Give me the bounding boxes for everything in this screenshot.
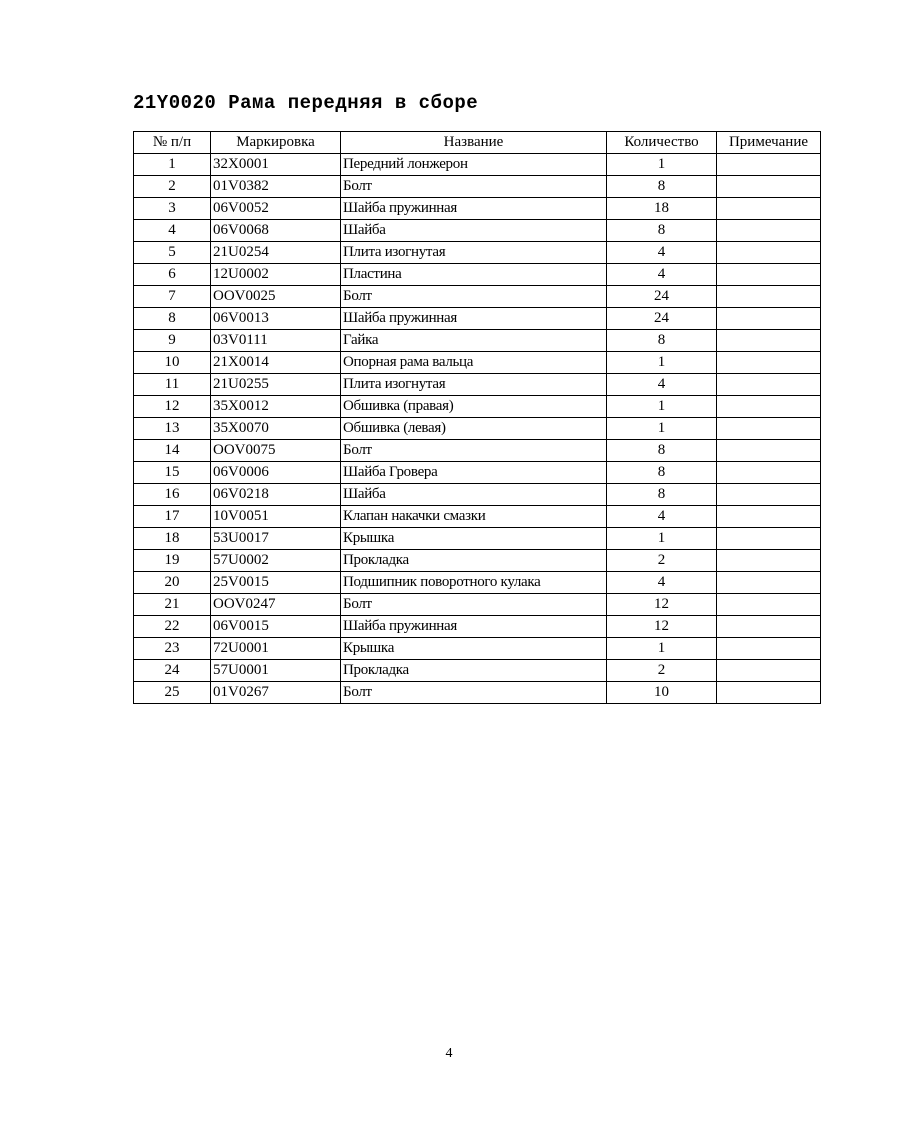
row-number-cell: 9 xyxy=(134,330,211,352)
note-cell xyxy=(717,176,821,198)
note-cell xyxy=(717,528,821,550)
name-cell: Опорная рама вальца xyxy=(341,352,607,374)
quantity-cell: 8 xyxy=(607,440,717,462)
column-header-quantity: Количество xyxy=(607,132,717,154)
table-row xyxy=(134,242,821,264)
note-cell xyxy=(717,264,821,286)
parts-table-body xyxy=(134,154,821,704)
quantity-cell: 8 xyxy=(607,220,717,242)
marking-cell: 21U0255 xyxy=(211,374,341,396)
row-number-cell: 21 xyxy=(134,594,211,616)
table-row xyxy=(134,484,821,506)
note-cell xyxy=(717,616,821,638)
note-cell xyxy=(717,242,821,264)
quantity-cell: 4 xyxy=(607,506,717,528)
note-cell xyxy=(717,594,821,616)
quantity-cell: 18 xyxy=(607,198,717,220)
table-row xyxy=(134,176,821,198)
name-cell: Шайба xyxy=(341,220,607,242)
note-cell xyxy=(717,286,821,308)
row-number-cell: 25 xyxy=(134,682,211,704)
table-row xyxy=(134,220,821,242)
name-cell: Подшипник поворотного кулака xyxy=(341,572,607,594)
marking-cell: 06V0052 xyxy=(211,198,341,220)
marking-cell: 03V0111 xyxy=(211,330,341,352)
page-title: 21Y0020 Рама передняя в сборе xyxy=(133,92,479,114)
marking-cell: 57U0002 xyxy=(211,550,341,572)
marking-cell: 06V0218 xyxy=(211,484,341,506)
quantity-cell: 24 xyxy=(607,286,717,308)
name-cell: Обшивка (правая) xyxy=(341,396,607,418)
quantity-cell: 8 xyxy=(607,462,717,484)
note-cell xyxy=(717,440,821,462)
note-cell xyxy=(717,220,821,242)
name-cell: Плита изогнутая xyxy=(341,242,607,264)
quantity-cell: 12 xyxy=(607,594,717,616)
name-cell: Крышка xyxy=(341,528,607,550)
table-row xyxy=(134,264,821,286)
table-row xyxy=(134,374,821,396)
note-cell xyxy=(717,660,821,682)
table-row xyxy=(134,154,821,176)
row-number-cell: 14 xyxy=(134,440,211,462)
quantity-cell: 1 xyxy=(607,528,717,550)
name-cell: Болт xyxy=(341,440,607,462)
table-row xyxy=(134,396,821,418)
row-number-cell: 23 xyxy=(134,638,211,660)
marking-cell: OOV0025 xyxy=(211,286,341,308)
quantity-cell: 1 xyxy=(607,154,717,176)
row-number-cell: 5 xyxy=(134,242,211,264)
name-cell: Гайка xyxy=(341,330,607,352)
marking-cell: 10V0051 xyxy=(211,506,341,528)
row-number-cell: 18 xyxy=(134,528,211,550)
name-cell: Болт xyxy=(341,594,607,616)
row-number-cell: 11 xyxy=(134,374,211,396)
marking-cell: 72U0001 xyxy=(211,638,341,660)
name-cell: Пластина xyxy=(341,264,607,286)
name-cell: Обшивка (левая) xyxy=(341,418,607,440)
note-cell xyxy=(717,638,821,660)
note-cell xyxy=(717,682,821,704)
row-number-cell: 24 xyxy=(134,660,211,682)
marking-cell: 01V0382 xyxy=(211,176,341,198)
header-row xyxy=(134,132,821,154)
row-number-cell: 19 xyxy=(134,550,211,572)
marking-cell: 06V0068 xyxy=(211,220,341,242)
quantity-cell: 1 xyxy=(607,396,717,418)
quantity-cell: 2 xyxy=(607,660,717,682)
note-cell xyxy=(717,550,821,572)
row-number-cell: 1 xyxy=(134,154,211,176)
table-row xyxy=(134,462,821,484)
name-cell: Шайба Гровера xyxy=(341,462,607,484)
table-row xyxy=(134,638,821,660)
name-cell: Клапан накачки смазки xyxy=(341,506,607,528)
name-cell: Шайба xyxy=(341,484,607,506)
note-cell xyxy=(717,462,821,484)
table-row xyxy=(134,352,821,374)
marking-cell: 57U0001 xyxy=(211,660,341,682)
quantity-cell: 8 xyxy=(607,330,717,352)
quantity-cell: 1 xyxy=(607,418,717,440)
note-cell xyxy=(717,484,821,506)
marking-cell: 35X0070 xyxy=(211,418,341,440)
quantity-cell: 24 xyxy=(607,308,717,330)
row-number-cell: 6 xyxy=(134,264,211,286)
row-number-cell: 3 xyxy=(134,198,211,220)
name-cell: Шайба пружинная xyxy=(341,308,607,330)
row-number-cell: 4 xyxy=(134,220,211,242)
row-number-cell: 17 xyxy=(134,506,211,528)
note-cell xyxy=(717,572,821,594)
row-number-cell: 16 xyxy=(134,484,211,506)
row-number-cell: 20 xyxy=(134,572,211,594)
quantity-cell: 12 xyxy=(607,616,717,638)
name-cell: Прокладка xyxy=(341,550,607,572)
marking-cell: 06V0006 xyxy=(211,462,341,484)
table-row xyxy=(134,286,821,308)
row-number-cell: 22 xyxy=(134,616,211,638)
quantity-cell: 4 xyxy=(607,264,717,286)
row-number-cell: 10 xyxy=(134,352,211,374)
name-cell: Передний лонжерон xyxy=(341,154,607,176)
note-cell xyxy=(717,198,821,220)
marking-cell: 53U0017 xyxy=(211,528,341,550)
note-cell xyxy=(717,374,821,396)
row-number-cell: 7 xyxy=(134,286,211,308)
column-header-marking: Маркировка xyxy=(211,132,341,154)
quantity-cell: 8 xyxy=(607,176,717,198)
table-row xyxy=(134,660,821,682)
name-cell: Болт xyxy=(341,286,607,308)
marking-cell: 06V0015 xyxy=(211,616,341,638)
note-cell xyxy=(717,506,821,528)
marking-cell: 21X0014 xyxy=(211,352,341,374)
marking-cell: 01V0267 xyxy=(211,682,341,704)
table-row xyxy=(134,506,821,528)
quantity-cell: 2 xyxy=(607,550,717,572)
marking-cell: 21U0254 xyxy=(211,242,341,264)
table-row xyxy=(134,440,821,462)
table-row xyxy=(134,528,821,550)
marking-cell: 32X0001 xyxy=(211,154,341,176)
quantity-cell: 4 xyxy=(607,572,717,594)
name-cell: Шайба пружинная xyxy=(341,616,607,638)
table-row xyxy=(134,198,821,220)
row-number-cell: 15 xyxy=(134,462,211,484)
marking-cell: 06V0013 xyxy=(211,308,341,330)
marking-cell: 12U0002 xyxy=(211,264,341,286)
quantity-cell: 1 xyxy=(607,352,717,374)
table-row xyxy=(134,616,821,638)
row-number-cell: 8 xyxy=(134,308,211,330)
name-cell: Болт xyxy=(341,682,607,704)
row-number-cell: 2 xyxy=(134,176,211,198)
name-cell: Прокладка xyxy=(341,660,607,682)
name-cell: Плита изогнутая xyxy=(341,374,607,396)
table-row xyxy=(134,572,821,594)
marking-cell: OOV0075 xyxy=(211,440,341,462)
note-cell xyxy=(717,352,821,374)
column-header-name: Название xyxy=(341,132,607,154)
parts-table-header xyxy=(134,132,821,154)
table-row xyxy=(134,550,821,572)
marking-cell: 25V0015 xyxy=(211,572,341,594)
row-number-cell: 13 xyxy=(134,418,211,440)
column-header-note: Примечание xyxy=(717,132,821,154)
table-row xyxy=(134,682,821,704)
quantity-cell: 1 xyxy=(607,638,717,660)
table-row xyxy=(134,330,821,352)
table-row xyxy=(134,308,821,330)
quantity-cell: 4 xyxy=(607,374,717,396)
row-number-cell: 12 xyxy=(134,396,211,418)
table-row xyxy=(134,418,821,440)
parts-table xyxy=(133,131,821,704)
table-row xyxy=(134,594,821,616)
note-cell xyxy=(717,418,821,440)
page-number: 4 xyxy=(445,1046,453,1061)
note-cell xyxy=(717,396,821,418)
name-cell: Крышка xyxy=(341,638,607,660)
note-cell xyxy=(717,330,821,352)
marking-cell: 35X0012 xyxy=(211,396,341,418)
quantity-cell: 8 xyxy=(607,484,717,506)
quantity-cell: 10 xyxy=(607,682,717,704)
note-cell xyxy=(717,154,821,176)
marking-cell: OOV0247 xyxy=(211,594,341,616)
name-cell: Болт xyxy=(341,176,607,198)
note-cell xyxy=(717,308,821,330)
name-cell: Шайба пружинная xyxy=(341,198,607,220)
column-header-number: № п/п xyxy=(134,132,211,154)
quantity-cell: 4 xyxy=(607,242,717,264)
